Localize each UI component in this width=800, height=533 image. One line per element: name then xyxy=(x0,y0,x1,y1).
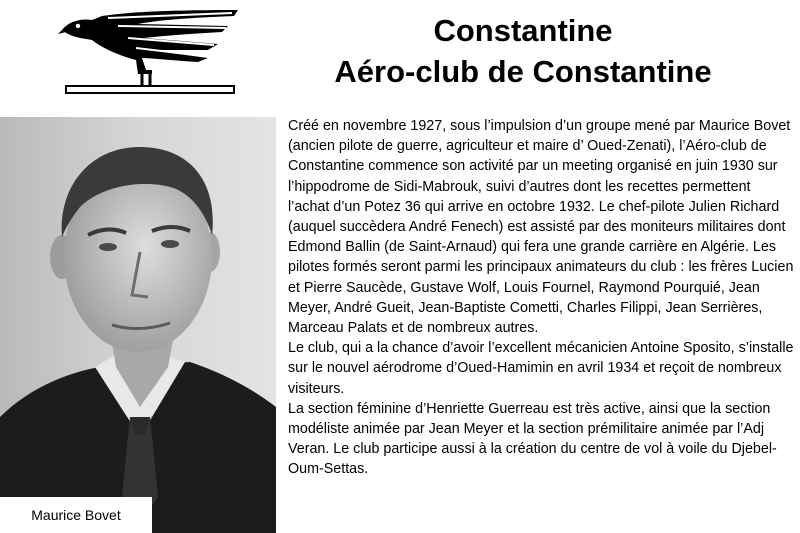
paragraph-aerodrome: Le club, qui a la chance d’avoir l’excellent mécanicien Antoine Sposito, s’installe sur le nouvel aérodrome d’Oued-Hamimin en avril 1934 et reçoit de nombreux visiteurs. xyxy=(288,340,794,397)
photo-caption: Maurice Bovet xyxy=(0,497,152,533)
paragraph-history: Créé en novembre 1927, sous l’impulsion d’un groupe mené par Maurice Bovet (ancien pilote de guerre, agriculteur et maire d’ Oued-Zenati), l’Aéro-club de Constantine commence son activité par un meeting organisé en juin 1930 sur l’hippodrome de Sidi-Mabrouk, suivi d’autres dont les recettes permettent l’achat d’un Potez 36 qui arrive en octobre 1932. Le chef-pilote Julien Richard (auquel succèdera André Fenech) est assisté par des moniteurs militaires dont Edmond Ballin (de Saint-Arnaud) qui fera une grande carrière en Algérie. Les pilotes formés seront parmi les principaux animateurs du club : les frères Lucien et Pierre Saucède, Gustave Wolf, Louis Fournel, Raymond Pourquié, Jean Meyer, André Gueit, Jean-Baptiste Cometti, Charles Filippi, Jean Serrières, Marceau Palats et de nombreux autres. xyxy=(288,118,794,337)
paragraph-sections: La section féminine d’Henriette Guerreau est très active, ainsi que la section modéliste animée par Jean Meyer et la section prémilitaire animée par l’Adj Veran. Le club participe aussi à la création du centre de vol à voile du Djebel-Oum-Settas. xyxy=(288,400,777,478)
aero-club-bird-logo xyxy=(58,4,244,98)
title-club: Aéro-club de Constantine xyxy=(334,54,712,89)
page-title xyxy=(290,10,756,92)
title-city: Constantine xyxy=(433,13,613,48)
article-body xyxy=(288,116,794,480)
portrait-photo xyxy=(0,117,276,533)
